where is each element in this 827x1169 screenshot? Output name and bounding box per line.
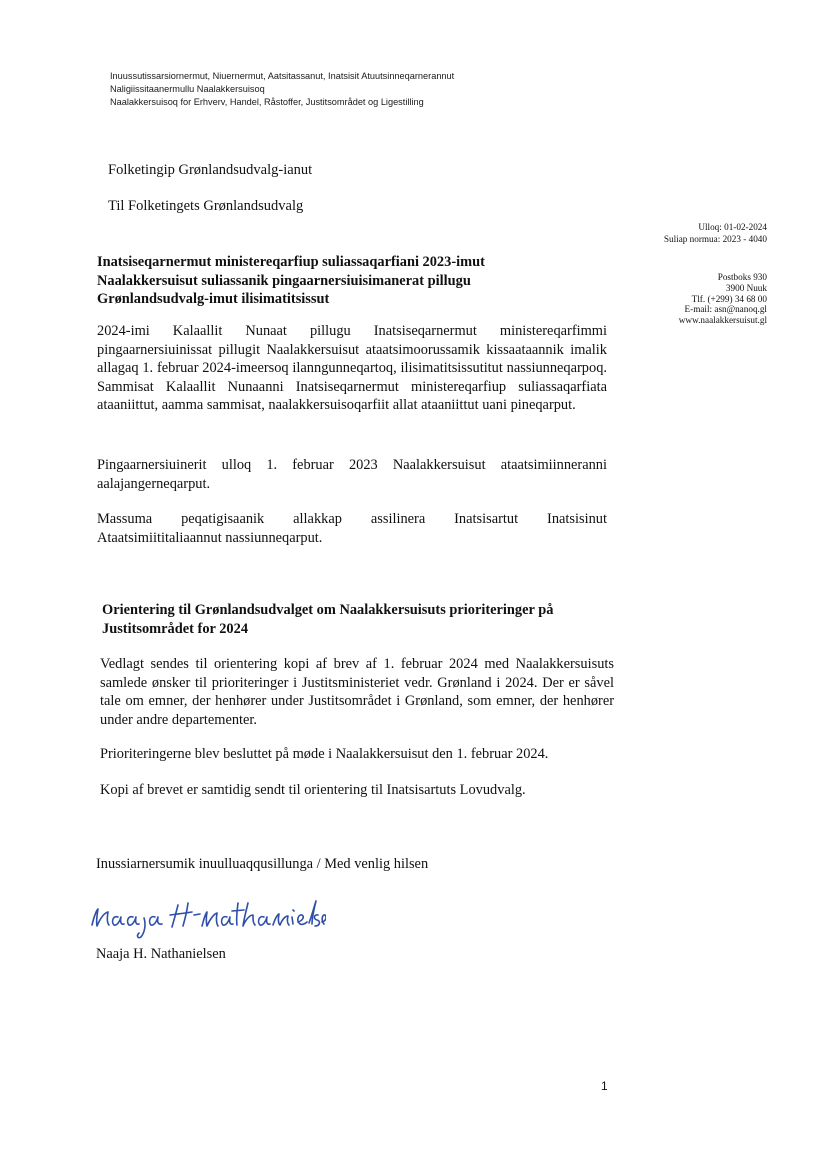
letterhead [110,70,454,109]
signature-stroke-a3 [150,917,162,925]
signature-stroke-e2 [322,915,326,924]
contact-block [679,272,767,326]
letterhead-line-1: Inuussutissarsiornermut, Niuernermut, Aatsitassanut, Inatsisit Atuutsinneqarnerannut [110,71,455,81]
reference-case-number: Suliap normua: 2023 - 4040 [663,233,767,244]
greenlandic-heading-line-1: Inatsiseqarnermut ministereqarfiup suliassaqarfiani 2023-imut [97,254,485,270]
signature-stroke-j [138,918,145,938]
recipient-greenlandic: Folketingip Grønlandsudvalg-ianut [108,162,313,178]
contact-phone: Tlf. (+299) 34 68 00 [691,293,767,304]
greenlandic-paragraph-2: Pingaarnersiuinerit ulloq 1. februar 2023 Naalakkersuisut ataatsimiinneranni aalajangerneqarput. [97,457,607,492]
page-number: 1 [601,1079,608,1093]
signature-stroke-a1 [113,917,124,925]
signature-stroke-a4 [222,917,233,925]
signatory-name: Naaja H. Nathanielsen [96,946,226,962]
reference-date: Ulloq: 01-02-2024 [698,222,767,232]
signature-stroke-a2 [128,917,139,925]
contact-website[interactable]: www.naalakkersuisut.gl [678,315,767,326]
contact-email[interactable]: E-mail: asn@nanoq.gl [684,304,767,315]
signature-stroke-i [292,917,293,924]
danish-heading-line-1: Orientering til Grønlandsudvalget om Naalakkersuisuts prioriteringer på [102,602,554,618]
closing-greeting: Inussiarnersumik inuulluaqqusillunga / Med venlig hilsen [96,856,429,872]
danish-paragraph-1: Vedlagt sendes til orientering kopi af brev af 1. februar 2024 med Naalakkersuisuts samlede ønsker til prioriteringer i Justitsministeriet vedr. Grønland i 2024. Der er såvel tale om emner, der henhører under Justitsområdet i Grønland, som emner, der henhører under andre departementer. [100,656,614,728]
danish-paragraph-3: Kopi af brevet er samtidig sendt til orientering til Inatsisartuts Lovudvalg. [100,782,526,798]
danish-heading [102,601,553,638]
contact-city: 3900 Nuuk [725,282,767,293]
signature-stroke-t [232,903,244,925]
signature-stroke-h [170,903,192,927]
signature-stroke-n2 [202,912,218,926]
signature-stroke-h2 [243,903,255,926]
greenlandic-heading-line-2: Naalakkersuisut suliassanik pingaarnersiuisimanerat pillugu [97,272,471,289]
signature-stroke-n [92,909,109,926]
signature-stroke-s [314,915,319,926]
signature-stroke-e [298,915,307,924]
danish-paragraph-2: Prioriteringerne blev besluttet på møde i Naalakkersuisut den 1. februar 2024. [100,746,549,762]
signature-stroke-dash [194,914,200,915]
greenlandic-heading [97,253,485,309]
signature-stroke-l [309,901,316,924]
signature-stroke-n3 [273,914,289,925]
reference-block [664,222,767,245]
greenlandic-heading-line-3: Grønlandsudvalg-imut ilisimatitsissut [97,291,330,307]
letterhead-line-3: Naalakkersuisoq for Erhverv, Handel, Råstoffer, Justitsområdet og Ligestilling [110,97,424,107]
greenlandic-paragraph-3: Massuma peqatigisaanik allakkap assilinera Inatsisartut Inatsisinut Ataatsimiititaliaannut nassiunneqarput. [97,511,607,546]
handwritten-signature [86,895,326,941]
greenlandic-paragraph-1: 2024-imi Kalaallit Nunaat pillugu Inatsiseqarnermut ministereqarfimmi pingaarnersiuinissat pillugit Naalakkersuisut ataatsimoorussamik kissaataannik imalik allagaq 1. februar 2024-imeersoq ilanngunneqartoq, ilisimatitsissutitut nassiunneqarpoq. Sammisat Kalaallit Nunaanni Inatsiseqarnermut ministereqarfiup suliassaqarfiata ataaniittut, aamma sammisat, naalakkersuisoqarfiit allat ataaniittut uani pineqarput. [97,323,607,413]
signature-stroke-a5 [259,917,270,925]
signature-stroke-i-dot [293,910,294,911]
contact-postbox: Postboks 930 [717,272,767,282]
recipient-danish: Til Folketingets Grønlandsudvalg [108,198,304,214]
letterhead-line-2: Naligiissitaanermullu Naalakkersuisoq [110,84,265,94]
danish-heading-line-2: Justitsområdet for 2024 [102,620,249,637]
